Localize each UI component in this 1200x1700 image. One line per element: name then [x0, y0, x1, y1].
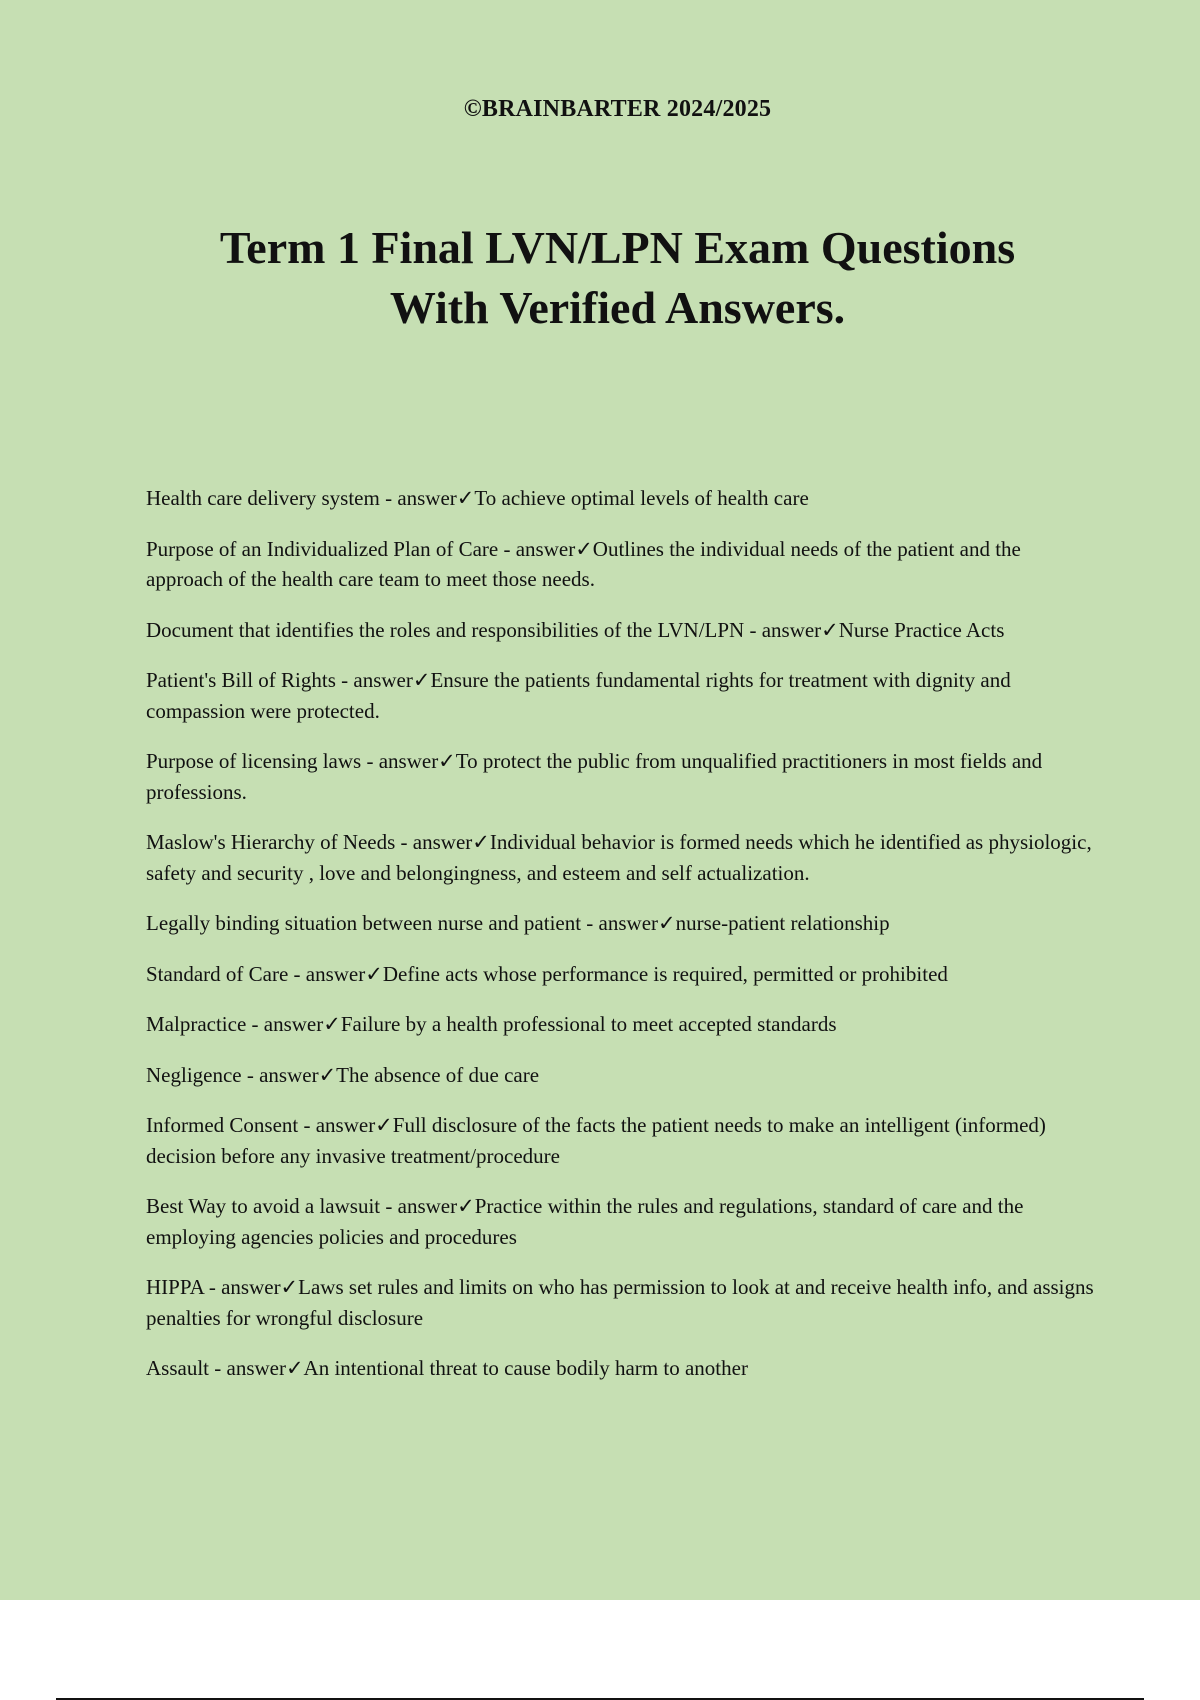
qa-item: Document that identifies the roles and responsibilities of the LVN/LPN - answer✓Nurse Practice Acts [146, 617, 1005, 642]
qa-item: Health care delivery system - answer✓To achieve optimal levels of health care [146, 486, 809, 510]
qa-item: Standard of Care - answer✓Define acts whose performance is required, permitted or prohibited [146, 961, 948, 986]
qa-item: Patient's Bill of Rights - answer✓Ensure the patients fundamental rights for treatment with dignity and compassion were protected. [146, 668, 1011, 723]
qa-item: Legally binding situation between nurse and patient - answer✓nurse-patient relationship [146, 911, 890, 935]
qa-item: Purpose of licensing laws - answer✓To protect the public from unqualified practitioners in most fields and professions. [146, 749, 1043, 804]
copyright-header: ©BRAINBARTER 2024/2025 [463, 96, 772, 122]
qa-item: Maslow's Hierarchy of Needs - answer✓Individual behavior is formed needs which he identified as physiologic, safety and security , love and belongingness, and esteem and self actualization. [146, 830, 1092, 885]
document-title [0, 218, 1200, 338]
qa-list [146, 483, 1096, 1404]
qa-item: HIPPA - answer✓Laws set rules and limits on who has permission to look at and receive health info, and assigns penalties for wrongful disclosure [146, 1275, 1094, 1330]
qa-item: Malpractice - answer✓Failure by a health professional to meet accepted standards [146, 1012, 837, 1036]
qa-item: Assault - answer✓An intentional threat to cause bodily harm to another [146, 1356, 748, 1380]
qa-item: Purpose of an Individualized Plan of Care - answer✓Outlines the individual needs of the patient and the approach of the health care team to meet those needs. [146, 536, 1021, 591]
title-line-1: Term 1 Final LVN/LPN Exam Questions [219, 222, 1016, 273]
qa-item: Informed Consent - answer✓Full disclosure of the facts the patient needs to make an intelligent (informed) decision before any invasive treatment/procedure [146, 1113, 1046, 1168]
qa-item: Best Way to avoid a lawsuit - answer✓Practice within the rules and regulations, standard of care and the employing agencies policies and procedures [146, 1194, 1024, 1249]
title-line-2: With Verified Answers. [389, 282, 846, 333]
qa-item: Negligence - answer✓The absence of due care [146, 1062, 540, 1087]
